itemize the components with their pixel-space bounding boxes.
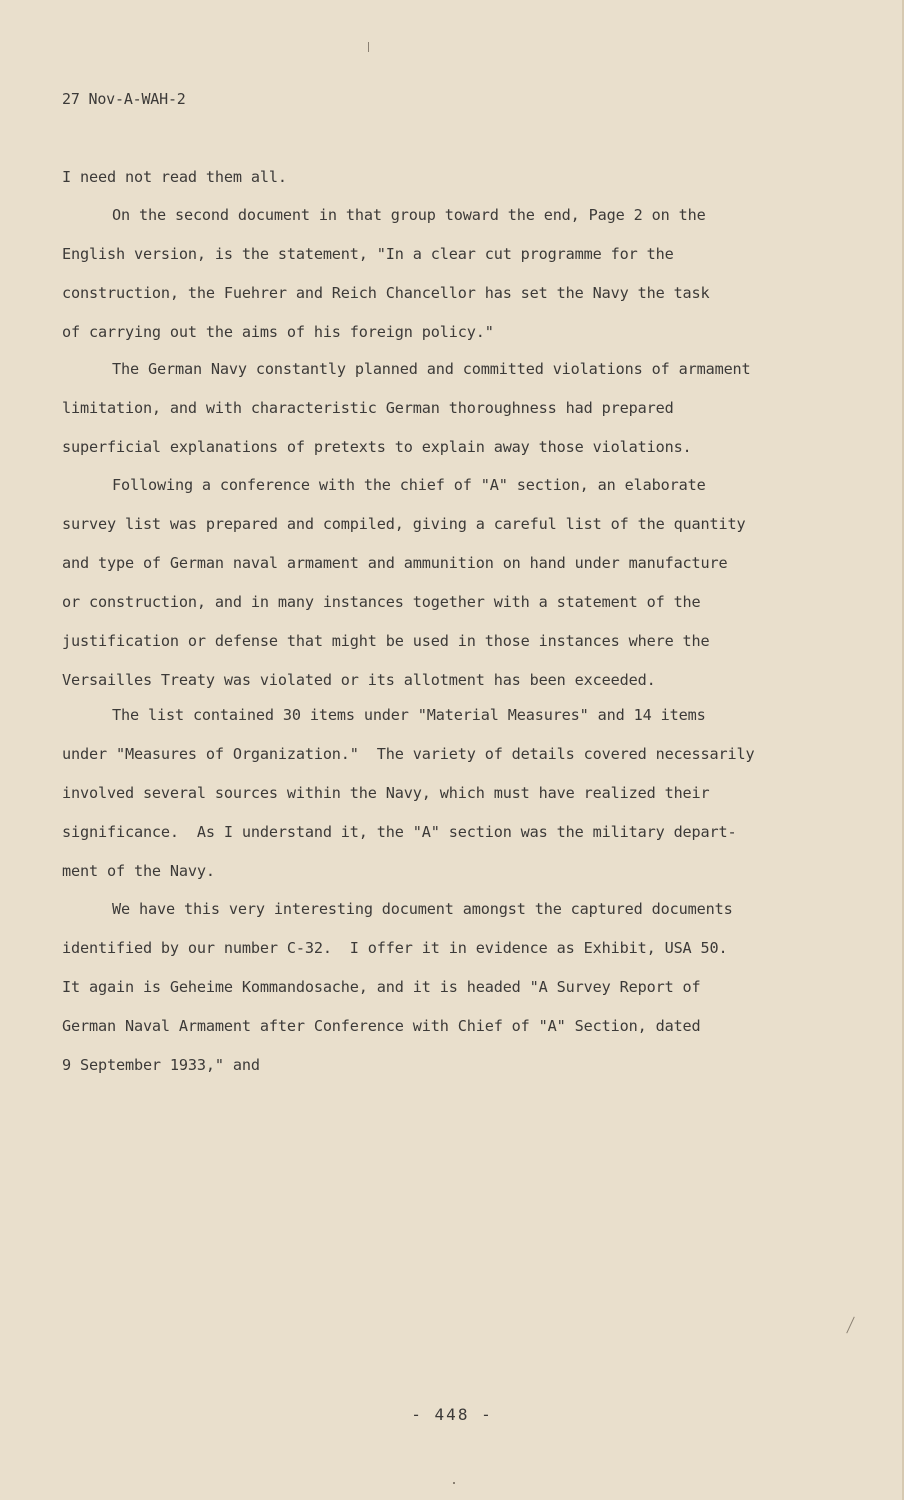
paper-speck (846, 1317, 855, 1334)
text-line: It again is Geheime Kommandosache, and it is headed "A Survey Report of (62, 978, 701, 996)
paragraph (62, 196, 822, 352)
text-line: German Naval Armament after Conference with Chief of "A" Section, dated (62, 1017, 701, 1035)
text-line: significance. As I understand it, the "A" section was the military depart- (62, 823, 737, 841)
paragraph (62, 890, 822, 1085)
text-line: Versailles Treaty was violated or its allotment has been exceeded. (62, 671, 656, 689)
paper-speck (368, 42, 369, 52)
text-line: The German Navy constantly planned and committed violations of armament (112, 360, 751, 378)
text-line: We have this very interesting document amongst the captured documents (112, 900, 733, 918)
text-line: English version, is the statement, "In a clear cut programme for the (62, 245, 674, 263)
text-line: limitation, and with characteristic German thoroughness had prepared (62, 399, 674, 417)
text-line: under "Measures of Organization." The variety of details covered necessarily (62, 745, 755, 763)
text-line: identified by our number C-32. I offer it in evidence as Exhibit, USA 50. (62, 939, 728, 957)
text-line: construction, the Fuehrer and Reich Chancellor has set the Navy the task (62, 284, 710, 302)
paragraph (62, 696, 822, 891)
paper-speck (453, 1482, 455, 1484)
text-line: superficial explanations of pretexts to explain away those violations. (62, 438, 692, 456)
text-line: justification or defense that might be used in those instances where the (62, 632, 710, 650)
paragraph (62, 158, 822, 197)
text-line: and type of German naval armament and ammunition on hand under manufacture (62, 554, 728, 572)
document-reference: 27 Nov-A-WAH-2 (62, 90, 186, 108)
paragraph (62, 350, 822, 467)
text-line: 9 September 1933," and (62, 1056, 260, 1074)
text-line: The list contained 30 items under "Material Measures" and 14 items (112, 706, 706, 724)
text-line: ment of the Navy. (62, 862, 215, 880)
page-number: - 448 - (411, 1405, 493, 1424)
text-line: of carrying out the aims of his foreign policy." (62, 323, 494, 341)
paragraph (62, 466, 822, 700)
text-line: survey list was prepared and compiled, giving a careful list of the quantity (62, 515, 746, 533)
text-line: I need not read them all. (62, 168, 287, 186)
text-line: or construction, and in many instances together with a statement of the (62, 593, 701, 611)
text-line: Following a conference with the chief of "A" section, an elaborate (112, 476, 706, 494)
text-line: On the second document in that group toward the end, Page 2 on the (112, 206, 706, 224)
text-line: involved several sources within the Navy, which must have realized their (62, 784, 710, 802)
